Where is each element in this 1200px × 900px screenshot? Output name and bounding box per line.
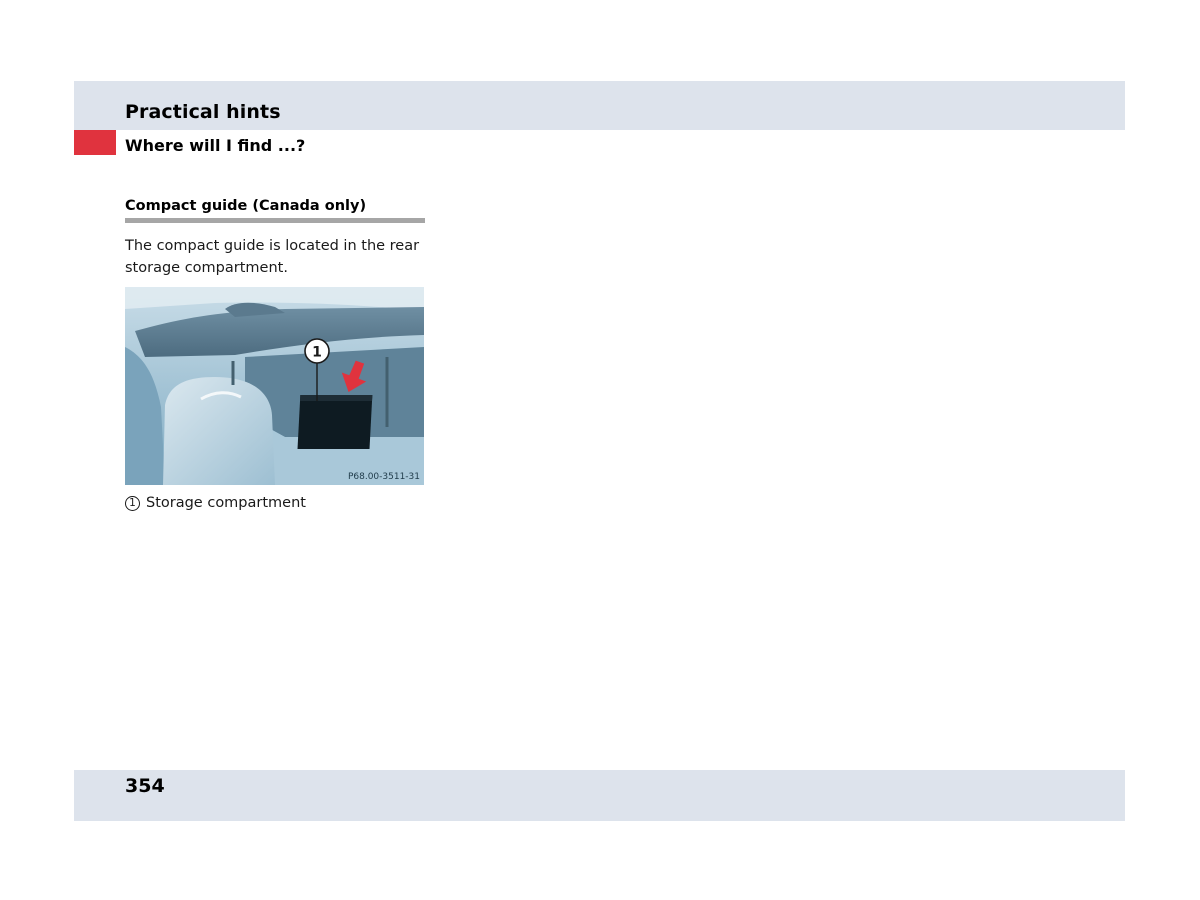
body-paragraph: The compact guide is located in the rear storage compartment. bbox=[125, 238, 420, 276]
section-title: Practical hints bbox=[125, 101, 281, 123]
photo-callout-number: 1 bbox=[312, 344, 322, 361]
storage-compartment-photo bbox=[125, 287, 424, 485]
section-marker bbox=[74, 130, 116, 155]
footer-band bbox=[74, 770, 1125, 821]
topic-heading: Compact guide (Canada only) bbox=[125, 198, 367, 214]
subsection-title: Where will I find ...? bbox=[125, 136, 306, 155]
page-number: 354 bbox=[125, 775, 165, 797]
caption-number-badge: 1 bbox=[125, 496, 140, 511]
image-code: P68.00-3511-31 bbox=[347, 472, 420, 482]
figure-caption bbox=[125, 492, 306, 514]
photo-illustration bbox=[125, 287, 424, 485]
heading-rule bbox=[125, 218, 425, 223]
caption-text: Storage compartment bbox=[146, 495, 306, 511]
